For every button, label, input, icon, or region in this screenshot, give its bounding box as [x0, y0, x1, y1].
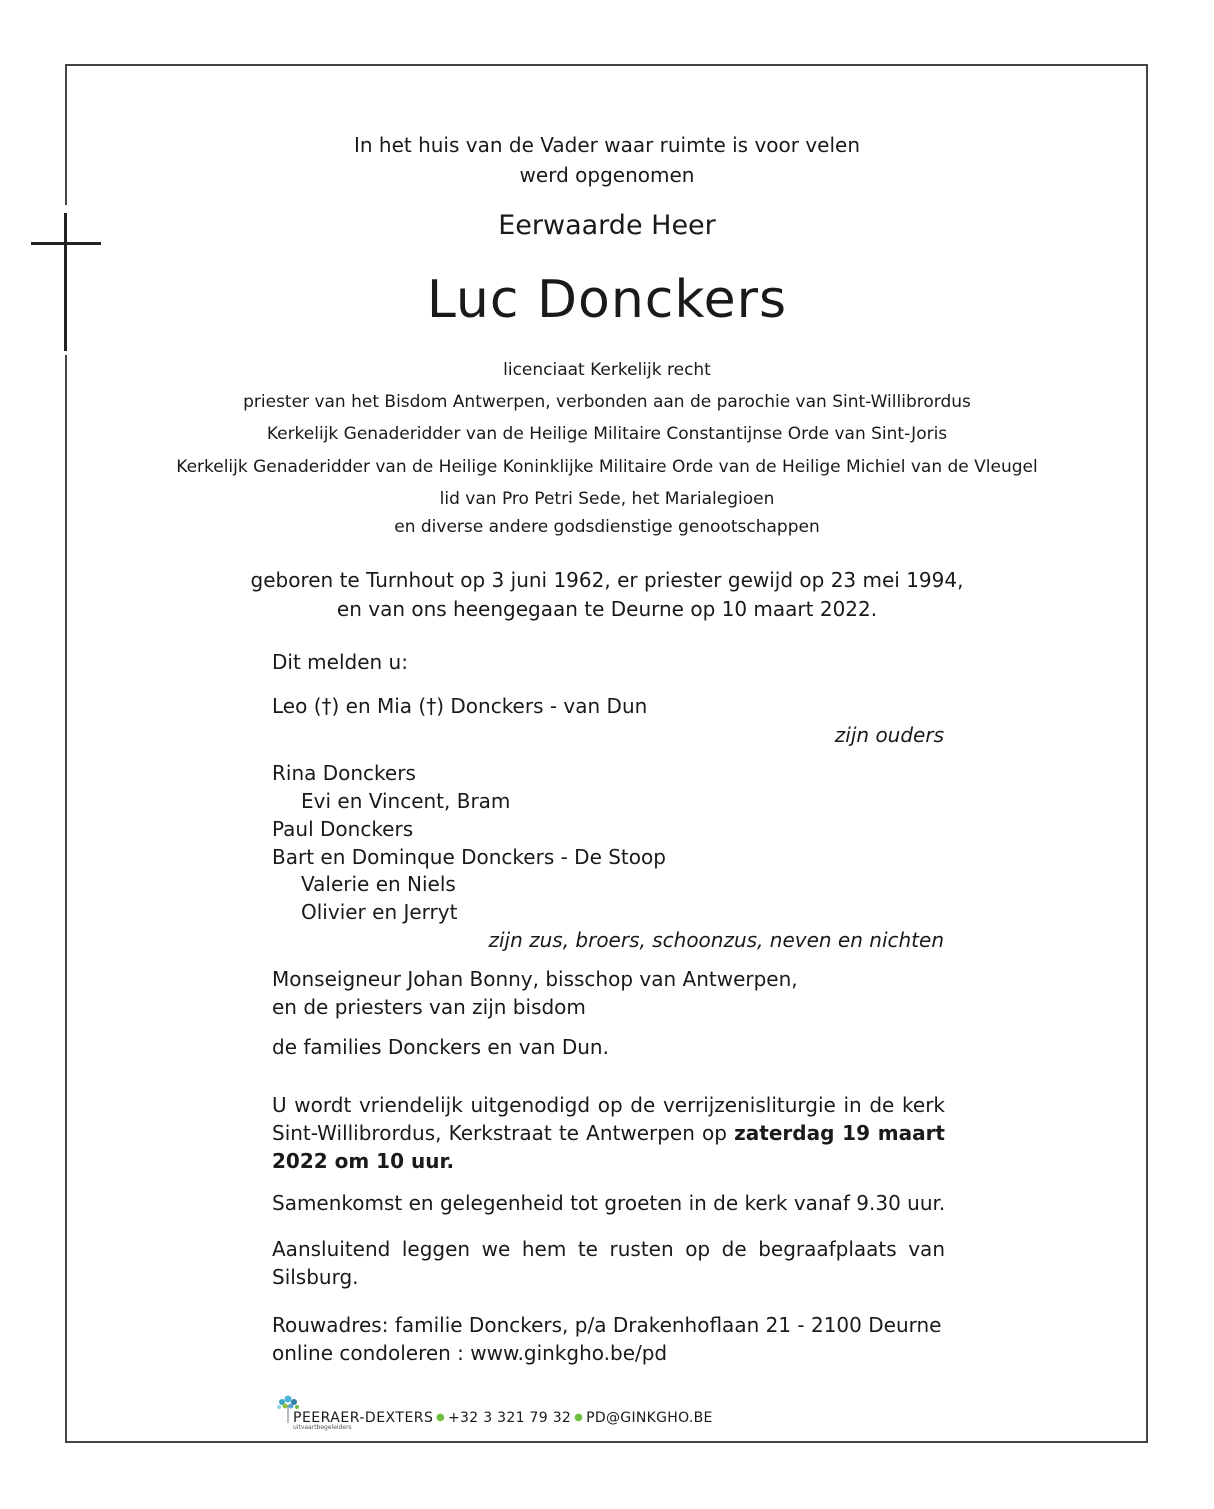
family-member: Valerie en Niels: [301, 872, 456, 896]
family-member: Bart en Dominque Donckers - De Stoop: [272, 845, 666, 869]
parents-names: Leo (†) en Mia (†) Donckers - van Dun: [272, 694, 648, 718]
title-line: lid van Pro Petri Sede, het Marialegioen: [439, 489, 775, 509]
company-name: PEERAER-DEXTERS: [293, 1410, 434, 1426]
families-line: de families Donckers en van Dun.: [272, 1035, 609, 1059]
family-member: Evi en Vincent, Bram: [301, 789, 511, 813]
intro-line-2: werd opgenomen: [519, 163, 695, 187]
burial-line: Aansluitend leggen we hem te rusten op de begraafplaats van Silsburg.: [272, 1237, 945, 1289]
bishop-line-2: en de priesters van zijn bisdom: [272, 995, 586, 1019]
title-line: Kerkelijk Genaderidder van de Heilige Militaire Constantijnse Orde van Sint-Joris: [266, 424, 948, 444]
online-condolence: online condoleren : www.ginkgho.be/pd: [272, 1341, 668, 1365]
company-subtitle: uitvaartbegeleiders: [293, 1424, 352, 1431]
title-line: licenciaat Kerkelijk recht: [503, 360, 711, 380]
dates-line-1: geboren te Turnhout op 3 juni 1962, er priester gewijd op 23 mei 1994,: [250, 568, 964, 592]
bullet-icon: ●: [574, 1412, 584, 1423]
title-line: Kerkelijk Genaderidder van de Heilige Koninklijke Militaire Orde van de Heilige Michiel van de Vleugel: [176, 457, 1038, 477]
footer-logo-bar: [273, 1393, 773, 1431]
family-member: Olivier en Jerryt: [301, 900, 458, 924]
title-line: en diverse andere godsdienstige genootschappen: [394, 517, 820, 537]
bishop-line-1: Monseigneur Johan Bonny, bisschop van Antwerpen,: [272, 967, 798, 991]
title-line: priester van het Bisdom Antwerpen, verbonden aan de parochie van Sint-Willibrordus: [243, 392, 971, 412]
address-line: Rouwadres: familie Donckers, p/a Drakenhoflaan 21 - 2100 Deurne: [272, 1313, 942, 1337]
gathering-line: Samenkomst en gelegenheid tot groeten in de kerk vanaf 9.30 uur.: [272, 1191, 946, 1215]
family-member: Rina Donckers: [272, 761, 416, 785]
email-address: PD@GINKGHO.BE: [586, 1410, 713, 1426]
parents-role: zijn ouders: [834, 723, 944, 747]
family-role: zijn zus, broers, schoonzus, neven en nichten: [488, 928, 944, 952]
intro-line-1: In het huis van de Vader waar ruimte is voor velen: [353, 133, 861, 157]
family-member: Paul Donckers: [272, 817, 414, 841]
service-date: zaterdag 19 maart 2022 om 10 uur.: [272, 1121, 945, 1173]
bullet-icon: ●: [436, 1412, 446, 1423]
footer-contact: [433, 1410, 713, 1426]
honorific-title: Eerwaarde Heer: [498, 210, 716, 241]
announce-intro: Dit melden u:: [272, 650, 408, 674]
service-invitation: [272, 1091, 945, 1175]
dates-line-2: en van ons heengegaan te Deurne op 10 maart 2022.: [336, 597, 878, 621]
deceased-name: Luc Donckers: [426, 270, 788, 330]
invite-text: U wordt vriendelijk uitgenodigd op de verrijzenisliturgie in de kerk Sint-Willibrordus, Kerkstraat te Antwerpen op: [272, 1093, 945, 1145]
phone-number: +32 3 321 79 32: [448, 1410, 572, 1426]
